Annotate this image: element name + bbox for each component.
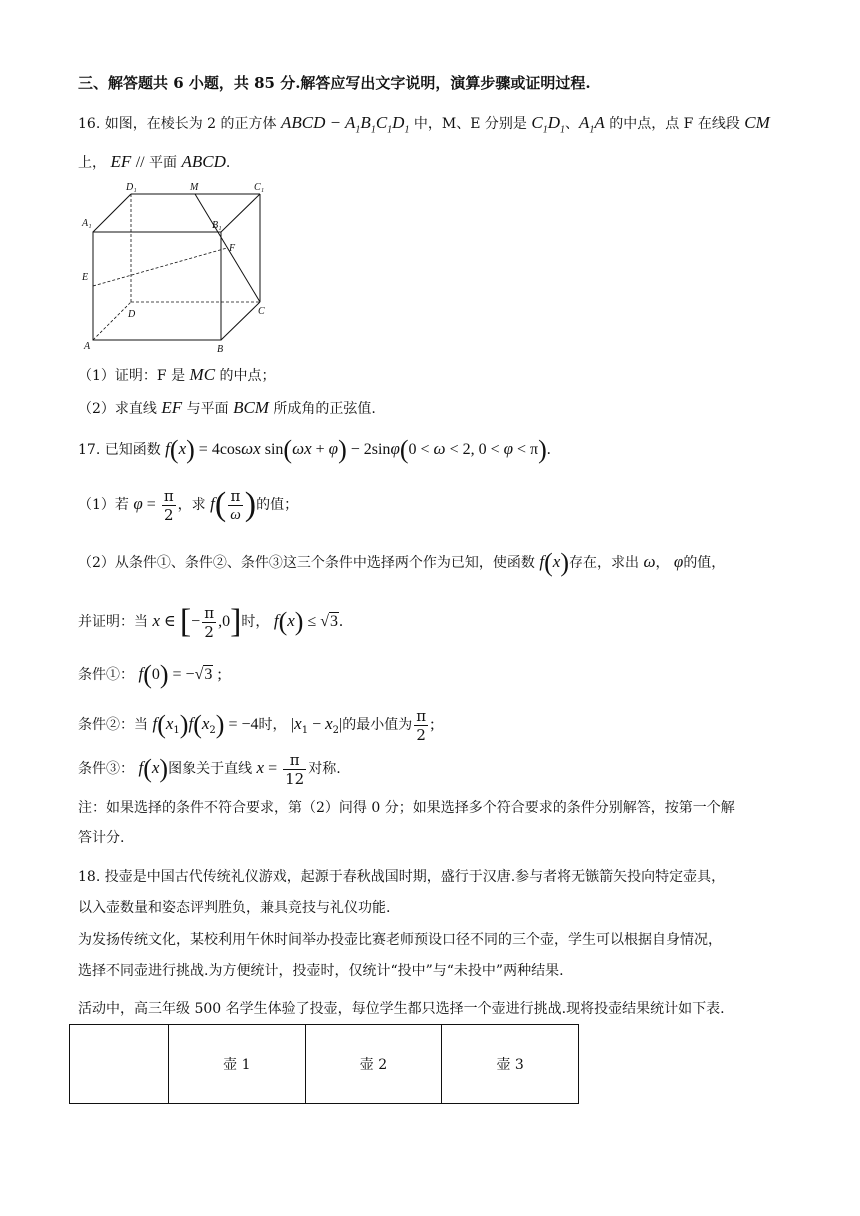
q16-seg-c1d1: $C_1D_1$ [531,113,565,136]
frac-pi-over-2: $\frac{\pi}{2}$ [163,486,174,524]
frac-pi-over-2: $\frac{\pi}{2}$ [204,603,215,641]
q16-ef-line: EF [161,398,183,417]
q17-note-line2: 答计分. [78,830,125,846]
q16-ef: EF [110,152,132,171]
label-c: C [258,306,265,317]
table-header-cell: 壶 3 [442,1025,579,1104]
q16-text: 平面 [149,155,178,171]
q16-part1 [78,364,275,387]
q16-plane-bcm: BCM [233,398,269,417]
condition-2-text: 时， [258,717,287,733]
condition-1-label: 条件①： [78,667,134,683]
q16-text: 上， [78,155,106,171]
label-b1: B₁ [212,220,222,231]
q16-text: 的中点，点 F 在线段 [609,116,740,132]
q17-part2-text: （2）从条件①、条件②、条件③这三个条件中选择两个作为已知，使函数 [78,555,535,571]
q17-function: f [165,439,170,458]
condition-3: 条件③： f(x)图象关于直线 x = $\frac{\pi}{12}$ 对称. [78,750,341,788]
table-header-cell: 壶 1 [169,1025,306,1104]
q16-cube-name: ABCD − $A_1B_1C_1D_1$ [280,113,410,136]
table-row [70,1025,579,1104]
section-heading: 三、解答题共 6 小题，共 85 分.解答应写出文字说明，演算步骤或证明过程. [78,74,591,92]
frac-pi-over-12: $\frac{\pi}{12}$ [285,750,305,788]
q16-seg-a1a: $A_1A$ [578,113,605,136]
label-c1: C₁ [254,182,265,193]
condition-3-label: 条件③： [78,761,134,777]
label-a: A [84,341,91,352]
q17-number: 17. [78,442,101,458]
q16-plane-abcd: ABCD [181,152,226,171]
condition-3-text: 对称. [308,761,341,777]
table-header-cell: 壶 2 [305,1025,442,1104]
q16-stem-line1 [78,112,770,141]
label-a1: A₁ [82,218,92,229]
condition-3-text: 图象关于直线 [168,761,253,777]
q18-line4: 选择不同壶进行挑战.为方便统计，投壶时，仅统计“投中”与“未投中”两种结果. [78,963,564,979]
q16-text: 如图，在棱长为 2 的正方体 [104,116,277,132]
q17-part1: （1）若 φ = $\frac{\pi}{2}$ ，求 f( $\frac{\pi}{\omega}$ )的值； [78,486,299,524]
q17-part1-text: （1）若 [78,497,129,513]
condition-2-text: 条件②：当 [78,717,148,733]
q16-part1-text: 的中点； [219,368,276,384]
q17-text: 已知函数 [104,442,161,458]
label-e: E [82,272,89,283]
q16-text: 中，M、E 分别是 [413,116,527,132]
q17-part2-line2: 并证明：当 x ∈ [− $\frac{\pi}{2}$ ,0]时， f(x) ≤ √3. [78,603,344,641]
q18-line3: 为发扬传统文化，某校利用午休时间举办投壶比赛老师预设口径不同的三个壶，学生可以根据自身情况， [78,932,722,948]
q16-part2-text: （2）求直线 [78,401,157,417]
q16-part2-text: 所成角的正弦值. [273,401,376,417]
label-m: M [190,182,199,193]
label-f: F [229,243,236,254]
cube-figure [78,180,278,355]
q17-stem: 17. 已知函数 f(x) = 4cosωx sin(ωx + φ) − 2sinφ(0 < ω < 2, 0 < φ < π). [78,435,551,464]
q17-part2-text: 时， [241,614,270,630]
table-header-cell [70,1025,169,1104]
q18-line2: 以入壶数量和姿态评判胜负，兼具竞技与礼仪功能. [78,900,391,916]
frac-pi-over-2: $\frac{\pi}{2}$ [416,706,427,744]
q17-part1-text: 的值； [256,497,299,513]
q17-note-line1: 注：如果选择的条件不符合要求，第（2）问得 0 分；如果选择多个符合要求的条件分别解答，按第一个解 [78,800,735,816]
condition-2: 条件②：当 $f(x_1)f(x_2) = -4$时， $|x_1 - x_2|$的最小值为 $\frac{\pi}{2}$ ; [78,706,435,744]
label-b: B [217,344,224,355]
q17-part2-text: 的值， [683,555,726,571]
q16-period: . [225,155,231,171]
results-table [69,1024,579,1104]
q17-part2-line1: （2）从条件①、条件②、条件③这三个条件中选择两个作为已知，使函数 f(x)存在，求出 ω， φ的值， [78,548,726,577]
q16-seg-cm: CM [744,113,770,132]
q16-text: 、 [564,116,579,132]
condition-2-text: 的最小值为 [342,717,413,733]
q17-part2-text: 并证明：当 [78,614,148,630]
q18-line1: 18. 投壶是中国古代传统礼仪游戏，起源于春秋战国时期，盛行于汉唐.参与者将无镞箭矢投向特定壶具， [78,869,726,885]
q16-part2-text: 与平面 [186,401,229,417]
q17-part2-text: 存在，求出 [568,555,639,571]
label-d: D [128,309,136,320]
q18-line5: 活动中，高三年级 500 名学生体验了投壶，每位学生都只选择一个壶进行挑战.现将投壶结果统计如下表. [78,1001,725,1017]
q16-stem-line2: 上， EF // 平面 ABCD. [78,152,231,171]
q17-part1-text: ，求 [177,497,206,513]
q16-part1-text: （1）证明：F 是 [78,368,186,384]
q17-part2-text: ， [655,555,670,571]
label-d1: D₁ [126,182,137,193]
q16-mc: MC [189,365,216,384]
q16-part2 [78,397,376,420]
frac-pi-over-omega: $\frac{\pi}{\omega}$ [230,486,241,523]
q16-number: 16. [78,116,101,132]
condition-1: 条件①： f(0) = −√3 ; [78,660,222,689]
